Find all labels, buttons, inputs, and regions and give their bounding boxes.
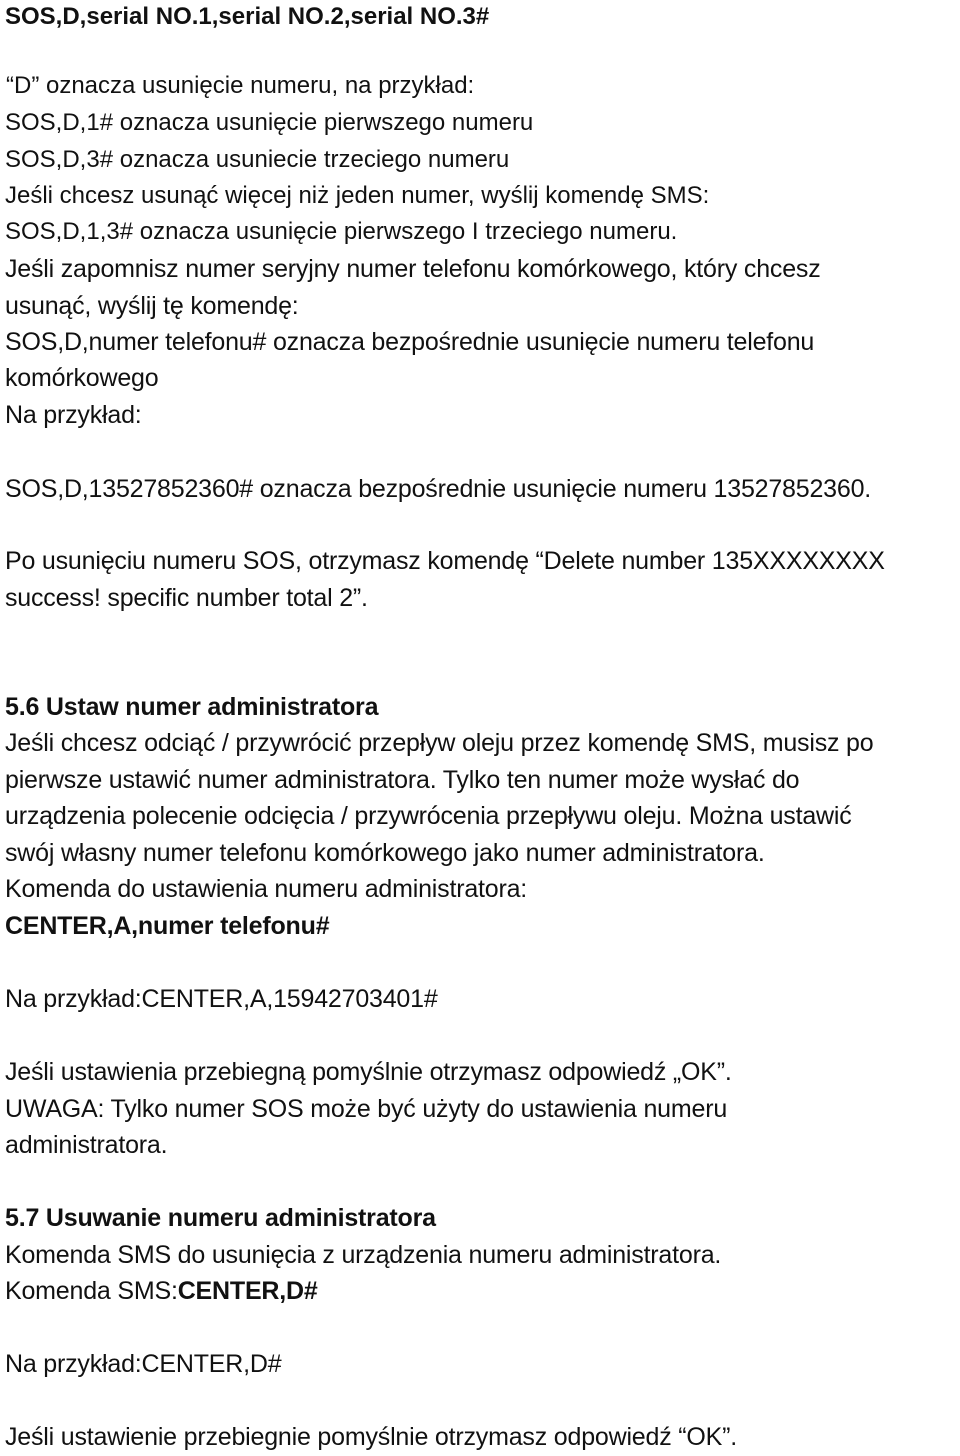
- section-5-7-heading: 5.7 Usuwanie numeru administratora: [5, 1204, 436, 1232]
- phone-delete-example: SOS,D,13527852360# oznacza bezpośrednie usunięcie numeru 13527852360.: [5, 475, 872, 503]
- delete-multi-intro: Jeśli chcesz usunąć więcej niż jeden numer, wyślij komendę SMS:: [5, 182, 710, 209]
- section-5-6-line-3: urządzenia polecenie odcięcia / przywrócenia przepływu oleju. Można ustawić: [5, 802, 852, 830]
- admin-delete-success: Jeśli ustawienie przebiegnie pomyślnie otrzymasz odpowiedź “OK”.: [5, 1423, 737, 1451]
- delete-example-first: SOS,D,1# oznacza usunięcie pierwszego numeru: [5, 109, 534, 136]
- section-5-6-line-1: Jeśli chcesz odciąć / przywrócić przepływ oleju przez komendę SMS, musisz po: [5, 729, 874, 757]
- delete-intro: “D” oznacza usunięcie numeru, na przykład:: [6, 72, 475, 99]
- forgot-serial-line-1: Jeśli zapomnisz numer seryjny numer telefonu komórkowego, który chcesz: [5, 255, 821, 283]
- phone-delete-command-line-1: SOS,D,numer telefonu# oznacza bezpośrednie usunięcie numeru telefonu: [5, 328, 815, 356]
- admin-warning-line-1: UWAGA: Tylko numer SOS może być użyty do ustawienia numeru: [5, 1095, 728, 1123]
- phone-delete-command-line-2: komórkowego: [5, 364, 159, 392]
- admin-set-command: CENTER,A,numer telefonu#: [5, 912, 330, 940]
- admin-set-example: Na przykład:CENTER,A,15942703401#: [5, 985, 438, 1013]
- sos-delete-command-format: SOS,D,serial NO.1,serial NO.2,serial NO.3#: [5, 3, 490, 30]
- delete-example-third: SOS,D,3# oznacza usuniecie trzeciego numeru: [5, 146, 510, 173]
- section-5-6-heading: 5.6 Ustaw numer administratora: [5, 693, 379, 721]
- admin-warning-line-2: administratora.: [5, 1131, 168, 1159]
- section-5-6-line-4: swój własny numer telefonu komórkowego jako numer administratora.: [5, 839, 765, 867]
- admin-delete-example: Na przykład:CENTER,D#: [5, 1350, 282, 1378]
- example-label: Na przykład:: [5, 401, 142, 429]
- delete-result-line-2: success! specific number total 2”.: [5, 584, 368, 612]
- section-5-6-line-5: Komenda do ustawienia numeru administratora:: [5, 875, 528, 903]
- forgot-serial-line-2: usunąć, wyślij tę komendę:: [5, 292, 299, 320]
- admin-set-success: Jeśli ustawienia przebiegną pomyślnie otrzymasz odpowiedź „OK”.: [5, 1058, 732, 1086]
- delete-multi-example: SOS,D,1,3# oznacza usunięcie pierwszego I trzeciego numeru.: [5, 218, 678, 245]
- admin-delete-command-line: [5, 1276, 318, 1306]
- admin-delete-command-value: CENTER,D#: [177, 1277, 318, 1305]
- admin-delete-command-label: Komenda SMS:: [5, 1277, 178, 1305]
- section-5-6-line-2: pierwsze ustawić numer administratora. Tylko ten numer może wysłać do: [5, 766, 800, 794]
- section-5-7-line-1: Komenda SMS do usunięcia z urządzenia numeru administratora.: [5, 1241, 722, 1269]
- delete-result-line-1: Po usunięciu numeru SOS, otrzymasz komendę “Delete number 135XXXXXXXX: [5, 547, 885, 575]
